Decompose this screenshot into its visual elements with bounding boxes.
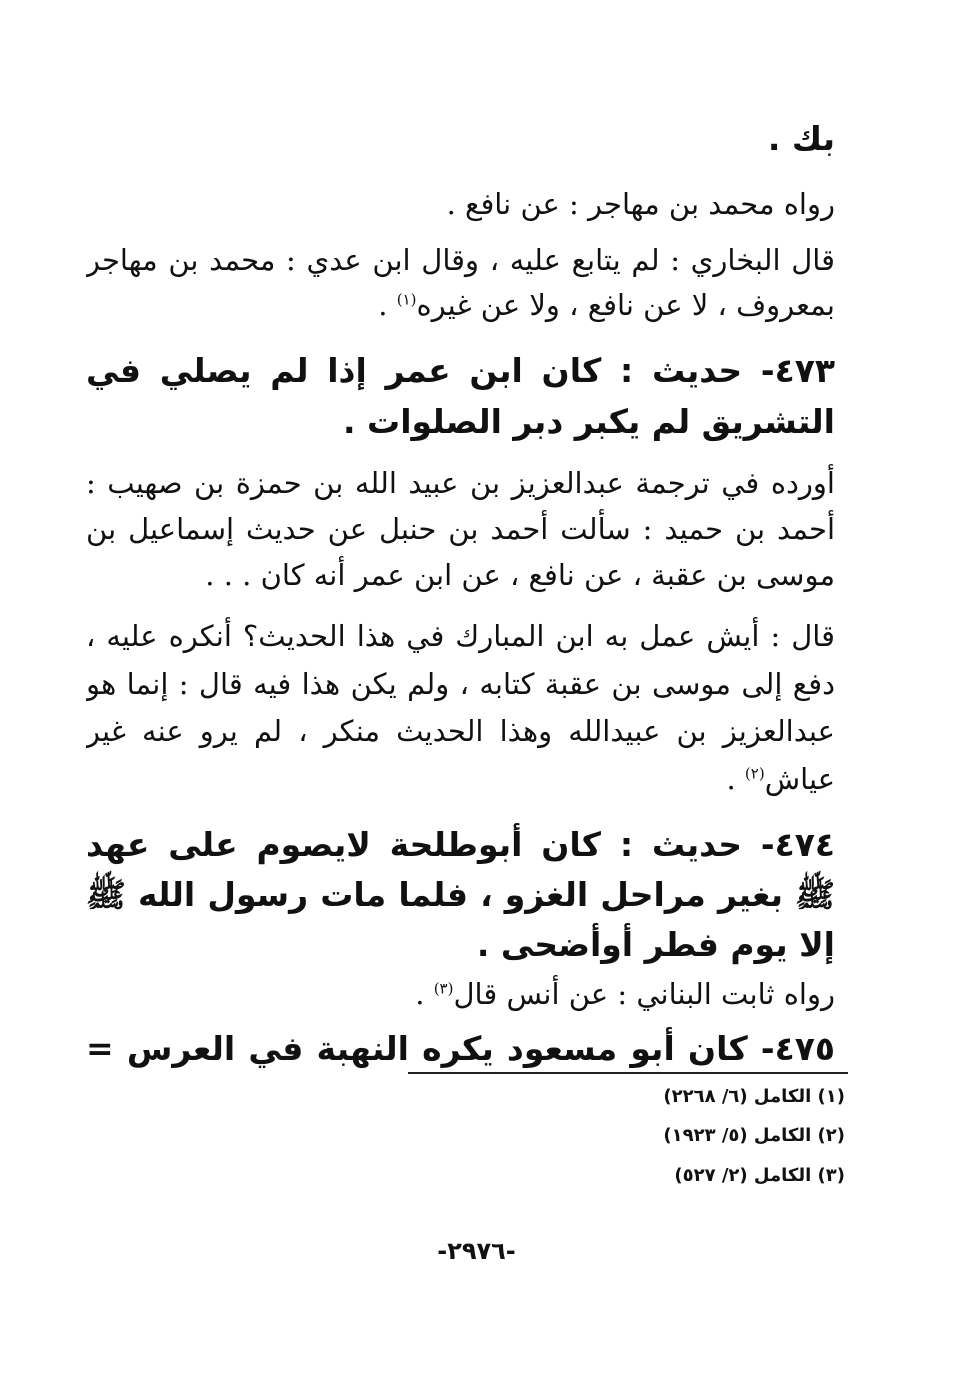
footnote: (٣) الكامل (٢/ ٥٢٧)	[674, 1165, 845, 1186]
hadith-heading: ٤٧٥- كان أبو مسعود يكره النهبة في العرس =	[86, 1029, 835, 1068]
body-line: موسى بن عقبة ، عن نافع ، عن ابن عمر أنه كان . . .	[205, 558, 835, 592]
continuation-line: بك .	[767, 119, 835, 158]
footnote-ref: (٣)	[433, 979, 454, 998]
body-line: رواه ثابت البناني : عن أنس قال$^{(٣)}$ .	[415, 977, 835, 1011]
body-line: قال : أيش عمل به ابن المبارك في هذا الحديث؟ أنكره عليه ،	[86, 619, 835, 653]
body-line: بمعروف ، لا عن نافع ، ولا عن غيره$^{(١)}$ .	[378, 288, 835, 322]
body-line: دفع إلى موسى بن عقبة كتابه ، ولم يكن هذا فيه قال : إنما هو	[86, 667, 835, 701]
hadith-heading: ﷺ بغير مراحل الغزو ، فلما مات رسول الله ﷺ	[86, 875, 835, 914]
body-line: عبدالعزيز بن عبيدالله وهذا الحديث منكر ، لم يرو عنه غير	[86, 714, 835, 748]
hadith-heading: ٤٧٣- حديث : كان ابن عمر إذا لم يصلي في	[86, 351, 835, 390]
body-line: رواه محمد بن مهاجر : عن نافع .	[446, 187, 835, 221]
page-number: -٢٩٧٦-	[437, 1237, 516, 1265]
hadith-heading: إلا يوم فطر أوأضحى .	[476, 925, 835, 964]
body-line: أحمد بن حميد : سألت أحمد بن حنبل عن حديث إسماعيل بن	[86, 512, 835, 546]
footnote-ref: (١)	[396, 290, 417, 309]
body-line: أورده في ترجمة عبدالعزيز بن عبيد الله بن حمزة بن صهيب :	[86, 466, 835, 500]
footnote: (٢) الكامل (٥/ ١٩٢٣)	[663, 1125, 845, 1146]
body-line: قال البخاري : لم يتابع عليه ، وقال ابن عدي : محمد بن مهاجر	[86, 243, 835, 277]
hadith-heading: التشريق لم يكبر دبر الصلوات .	[343, 402, 835, 441]
hadith-heading: ٤٧٤- حديث : كان أبوطلحة لايصوم على عهد	[86, 825, 835, 864]
footnote-ref: (٢)	[744, 764, 765, 783]
footnote-divider	[408, 1072, 848, 1074]
body-line: عياش$^{(٢)}$ .	[726, 762, 835, 796]
footnote: (١) الكامل (٦/ ٢٢٦٨)	[663, 1086, 845, 1107]
